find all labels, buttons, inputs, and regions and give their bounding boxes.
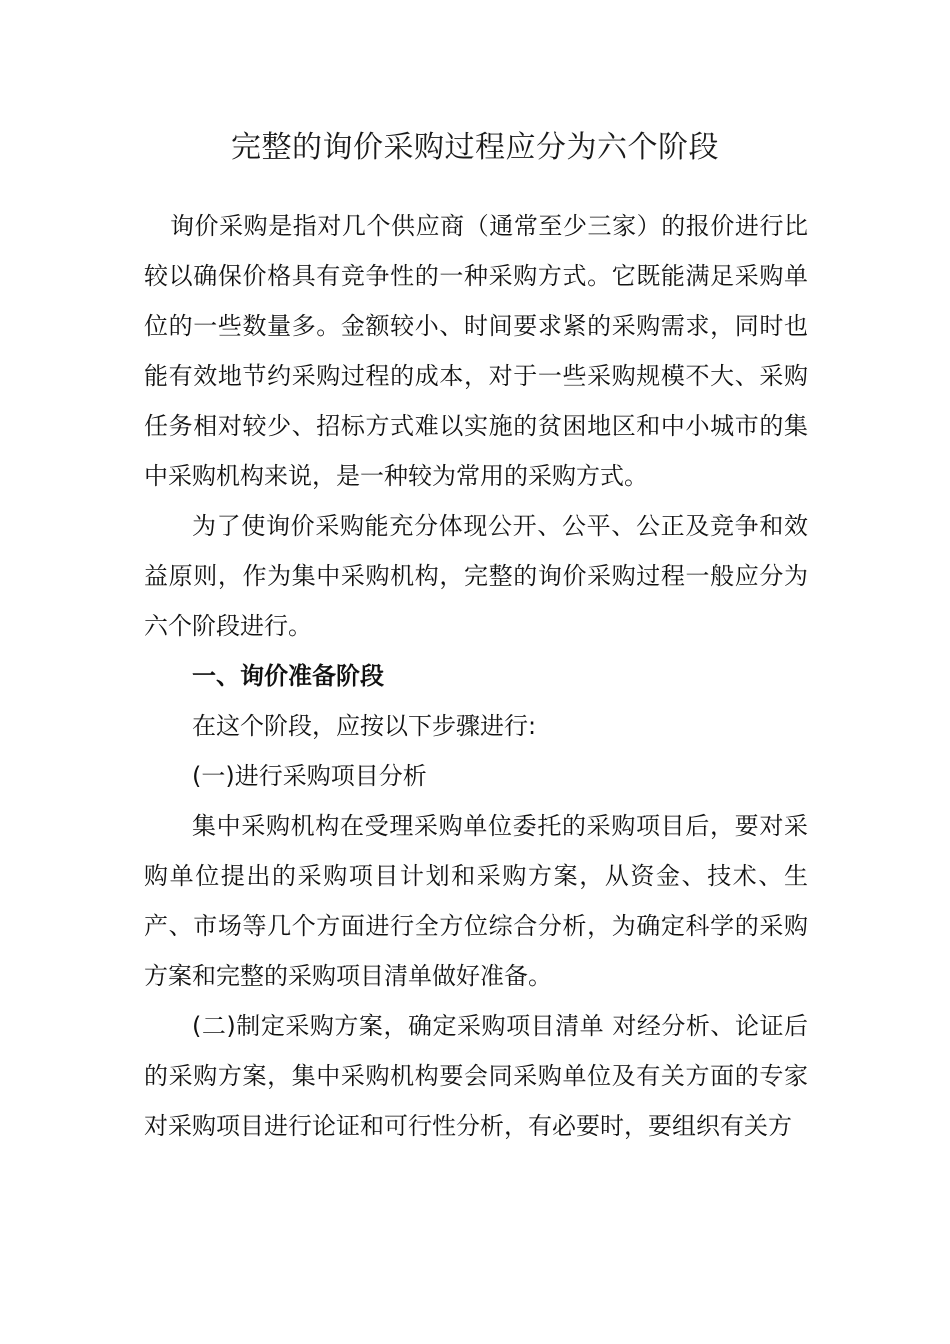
step-title-analysis: (一)进行采购项目分析 bbox=[192, 762, 427, 790]
paragraph-step-analysis: 集中采购机构在受理采购单位委托的采购项目后，要对采购单位提出的采购项目计划和采购方案，从资金、技术、生产、市场等几个方面进行全方位综合分析，为确定科学的采购方案和完整的采购项目清单做好准备。 bbox=[144, 812, 808, 990]
paragraph-section-intro: 在这个阶段，应按以下步骤进行: bbox=[192, 712, 537, 740]
document-body bbox=[144, 201, 808, 1151]
paragraph-purpose: 为了使询价采购能充分体现公开、公平、公正及竞争和效益原则，作为集中采购机构，完整的询价采购过程一般应分为六个阶段进行。 bbox=[144, 512, 808, 640]
paragraph-intro: 询价采购是指对几个供应商（通常至少三家）的报价进行比较以确保价格具有竞争性的一种采购方式。它既能满足采购单位的一些数量多。金额较小、时间要求紧的采购需求，同时也能有效地节约采购过程的成本，对于一些采购规模不大、采购任务相对较少、招标方式难以实施的贫困地区和中小城市的集中采购机构来说，是一种较为常用的采购方式。 bbox=[144, 212, 808, 490]
section-heading-preparation: 一、询价准备阶段 bbox=[192, 662, 384, 690]
paragraph-step-plan: (二)制定采购方案，确定采购项目清单 对经分析、论证后的采购方案，集中采购机构要会同采购单位及有关方面的专家对采购项目进行论证和可行性分析，有必要时，要组织有关方 bbox=[144, 1012, 808, 1140]
document-title: 完整的询价采购过程应分为六个阶段 bbox=[231, 130, 719, 165]
